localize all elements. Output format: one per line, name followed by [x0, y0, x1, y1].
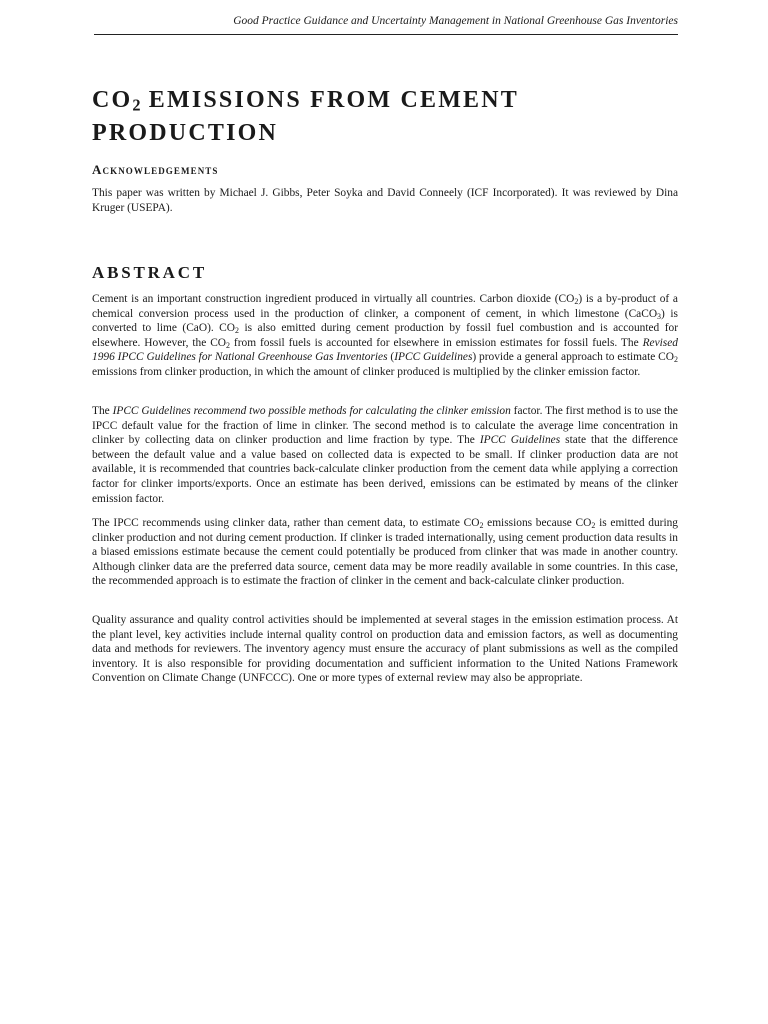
p1-sub-3: 2 — [235, 326, 239, 336]
p1-text-6: ( — [387, 351, 395, 364]
title-part2: EMISSIONS FROM CEMENT PRODUCTION — [92, 87, 519, 147]
page-title — [92, 86, 676, 148]
p1-italic-2: IPCC Guidelines — [394, 351, 473, 364]
p1-sub-2: 3 — [657, 311, 662, 321]
abstract-paragraph-1 — [92, 292, 678, 380]
p1-text-2: ) is a by-product of a chemical conversion process used in the production of clinker, a component of cement, in which limestone (CaCO — [92, 293, 678, 320]
p1-sub-5: 2 — [674, 355, 678, 365]
p1-text-4: is also emitted during cement production by fossil fuel combustion and is accounted for elsewhere. However, the CO — [92, 322, 678, 349]
p2-text-1: The — [92, 405, 113, 417]
p3-sub-1: 2 — [479, 520, 484, 530]
p1-text-8: emissions from clinker production, in which the amount of clinker produced is multiplied by the clinker emission factor. — [92, 365, 641, 378]
abstract-heading: ABSTRACT — [92, 263, 207, 282]
p3-sub-2: 2 — [591, 520, 596, 530]
abstract-paragraph-3 — [92, 516, 678, 589]
running-header: Good Practice Guidance and Uncertainty Management in National Greenhouse Gas Inventories — [233, 15, 678, 27]
p3-text-3: is emitted during clinker production and not during cement production. If clinker is traded internationally, using cement production data results in a biased emissions estimate because the cement could potentially be produced from clinker that was made in another country. Although clinker data are the preferred data source, cement data may be more readily available in some countries. In this case, the recommended approach is to estimate the fraction of clinker in the cement and back-calculate clinker production. — [92, 517, 678, 588]
p1-sub-4: 2 — [226, 340, 231, 350]
acknowledgements-heading: Acknowledgements — [92, 162, 219, 177]
acknowledgements-text: This paper was written by Michael J. Gibbs, Peter Soyka and David Conneely (ICF Incorporated). It was reviewed by Dina Kruger (USEPA). — [92, 187, 678, 215]
p2-italic-2: IPCC Guidelines — [479, 434, 561, 447]
abstract-paragraph-4: Quality assurance and quality control activities should be implemented at several stages in the emission estimation process. At the plant level, key activities include internal quality control on production data and emission factors, as well as documenting data and methods for reviewers. The inventory agency must ensure the accuracy of plant submissions as well as the compiled inventory. It is also responsible for providing documentation and sufficient information to the United Nations Framework Convention on Climate Change (UNFCCC). One or more types of external review may also be appropriate. — [92, 614, 678, 685]
p1-text-3: ) is converted to lime (CaO). CO — [92, 307, 678, 335]
title-subscript: 2 — [132, 95, 141, 115]
p2-text-3: state that the difference between the default value and a value based on collected data is expected to be small. If clinker production data are not available, it is recommended that countries back-calculate clinker production from the cement data while applying a correction factor for clinker imports/exports. Once an estimate has been derived, emissions can be estimated by means of the clinker emission factor. — [92, 434, 678, 505]
p3-text-2: emissions because CO — [483, 517, 592, 529]
p1-sub-1: 2 — [574, 296, 579, 306]
p2-italic-1: IPCC Guidelines recommend two possible methods for calculating the clinker emission — [112, 405, 511, 417]
p1-text-5: from fossil fuels is accounted for elsewhere in emission estimates for fossil fuels. The — [230, 336, 643, 349]
abstract-paragraph-2 — [92, 404, 678, 506]
p1-text-7: ) provide a general approach to estimate CO — [472, 351, 675, 364]
p1-text-1: Cement is an important construction ingredient produced in virtually all countries. Carbon dioxide (CO — [92, 293, 575, 305]
title-part1: CO — [92, 87, 133, 113]
p2-text-2: factor. The first method is to use the IPCC default value for the fraction of lime in clinker. The second method is to calculate the average lime concentration in clinker by collecting data on clinker production and lime fraction by type. The — [92, 405, 678, 447]
p1-italic-1: Revised 1996 IPCC Guidelines for National Greenhouse Gas Inventories — [92, 336, 678, 364]
header-rule — [94, 34, 678, 35]
p3-text-1: The IPCC recommends using clinker data, rather than cement data, to estimate CO — [92, 517, 480, 529]
